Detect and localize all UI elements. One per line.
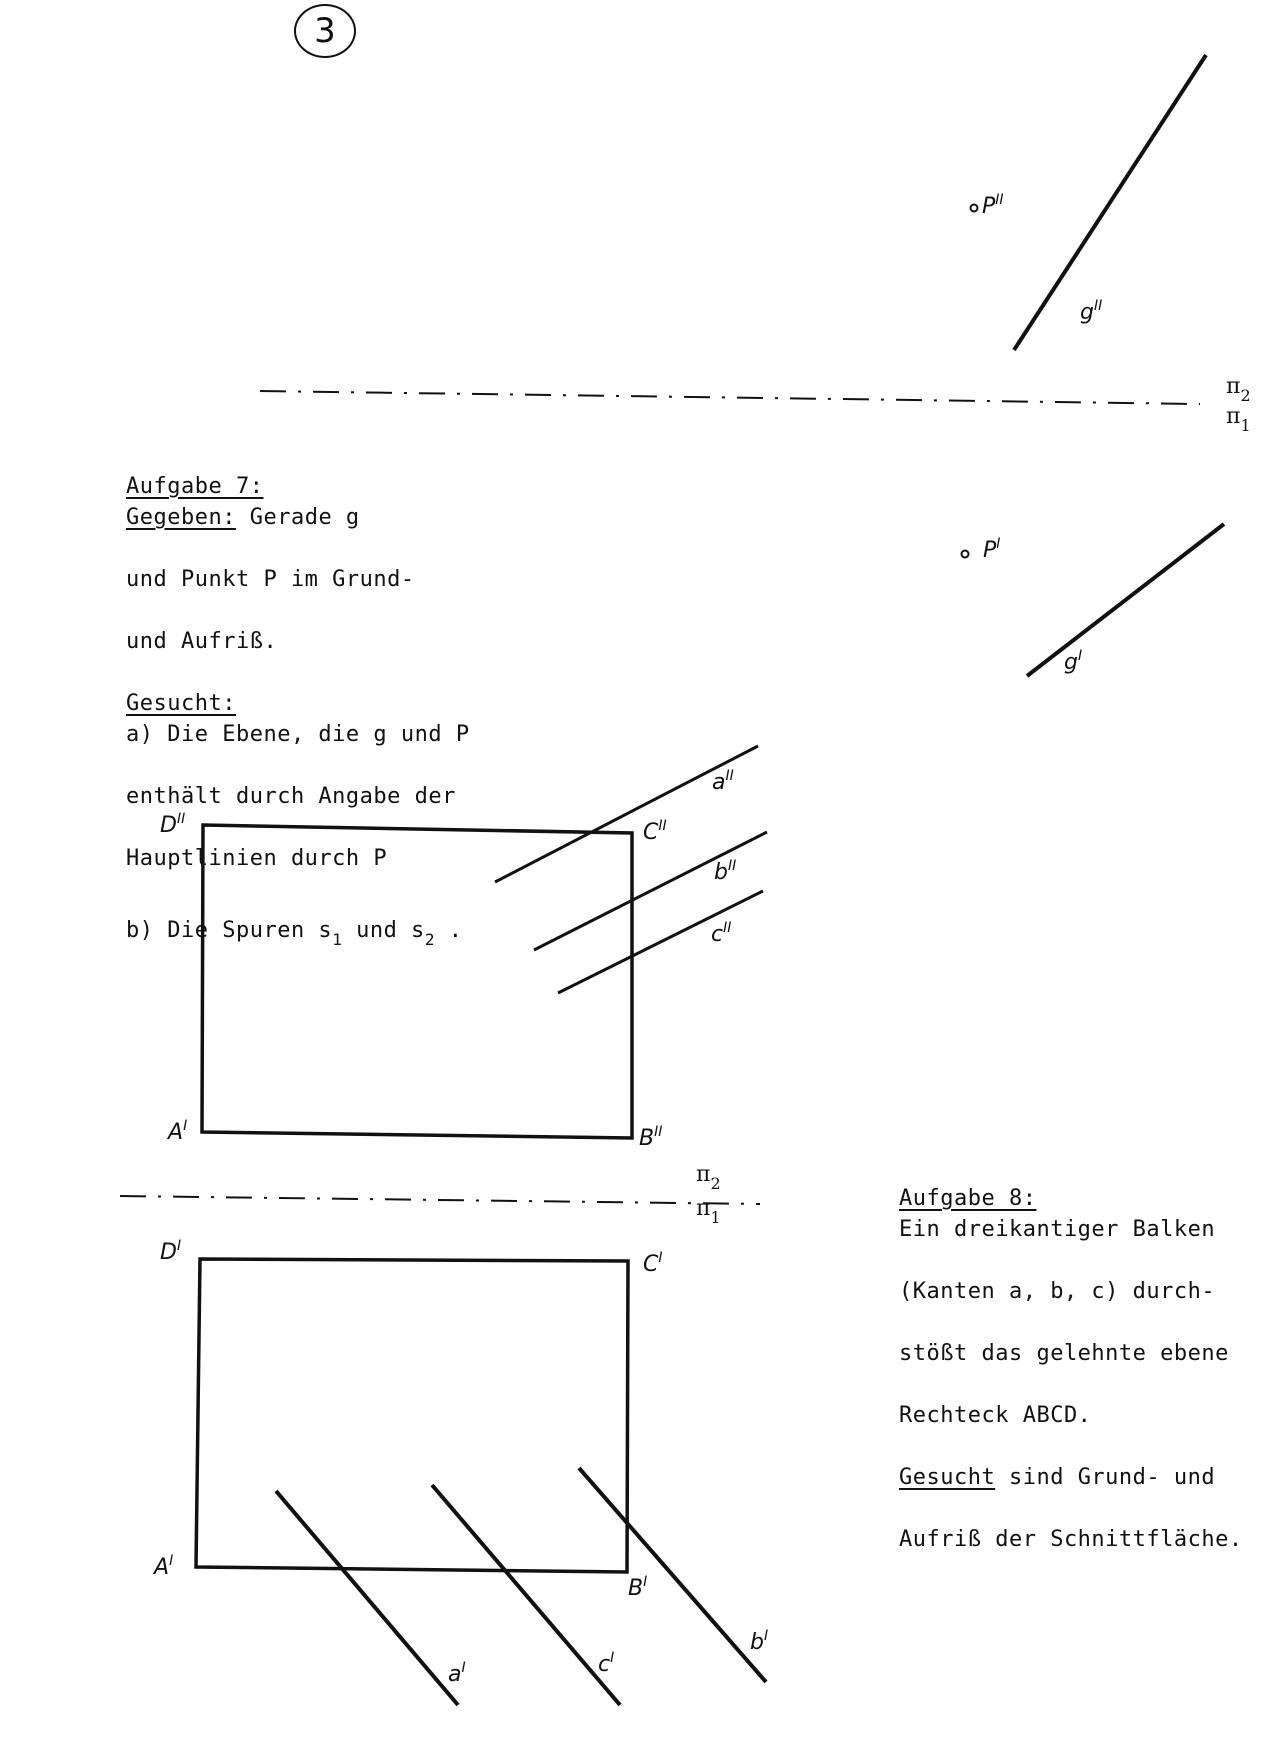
task8-line6: Aufriß der Schnittfläche. xyxy=(899,1527,1243,1552)
line-g-top xyxy=(1027,524,1224,676)
task8-line1: Ein dreikantiger Balken xyxy=(899,1217,1216,1242)
label-g-front: $g^{II}$ xyxy=(1080,298,1103,325)
label-a-front: $A^I$ xyxy=(168,1118,188,1145)
task7-line2: und Punkt P im Grund- xyxy=(126,567,415,592)
label-pi2-task7: $\pi_2$ xyxy=(1226,374,1251,405)
edge-b-top xyxy=(579,1468,769,1682)
label-edge-c-top: $c^I$ xyxy=(598,1650,615,1677)
rectangle-top xyxy=(196,1259,628,1572)
task7-part-a-2: enthält durch Angabe der xyxy=(126,784,456,809)
label-pi2-task8: $\pi_2$ xyxy=(696,1162,721,1193)
label-b-top: $B^I$ xyxy=(628,1574,648,1601)
task7-title: Aufgabe 7: xyxy=(126,474,264,499)
line-g-front xyxy=(1014,55,1206,350)
point-p-top xyxy=(962,551,969,558)
edge-c-front xyxy=(558,891,763,993)
task8-title: Aufgabe 8: xyxy=(899,1186,1037,1211)
page-number: 3 xyxy=(294,4,356,58)
label-edge-b-top: $b^I$ xyxy=(750,1628,769,1655)
ground-line-task7 xyxy=(260,391,1200,404)
label-edge-b-front: $b^{II}$ xyxy=(714,858,737,885)
task7-line3: und Aufriß. xyxy=(126,629,278,654)
label-b-front: $B^{II}$ xyxy=(639,1124,663,1151)
label-pi1-task7: $\pi_1$ xyxy=(1226,404,1251,435)
label-d-top: $D^I$ xyxy=(160,1238,182,1265)
task8-text xyxy=(899,1152,1243,1586)
edge-a-top xyxy=(276,1491,458,1705)
label-edge-c-front: $c^{II}$ xyxy=(711,920,732,947)
label-p-top: $P^I$ xyxy=(983,536,1001,563)
task8-line5: Gesucht sind Grund- und xyxy=(899,1465,1216,1490)
label-g-top: $g^I$ xyxy=(1064,648,1083,675)
task7-text xyxy=(126,440,470,978)
label-pi1-task8: $\pi_1$ xyxy=(696,1196,721,1227)
task8-line2: (Kanten a, b, c) durch- xyxy=(899,1279,1216,1304)
label-edge-a-front: $a^{II}$ xyxy=(712,768,734,795)
ground-line-task8 xyxy=(120,1196,760,1204)
edge-b-front xyxy=(534,832,767,950)
label-c-top: $C^I$ xyxy=(643,1250,663,1277)
label-c-front: $C^{II}$ xyxy=(643,818,667,845)
task7-part-a-1: a) Die Ebene, die g und P xyxy=(126,722,470,747)
point-p-front xyxy=(971,205,978,212)
task8-line3: stößt das gelehnte ebene xyxy=(899,1341,1229,1366)
label-edge-a-top: $a^I$ xyxy=(448,1660,466,1687)
task7-wanted: Gesucht: xyxy=(126,691,236,716)
label-p-front: $P^{II}$ xyxy=(982,192,1004,219)
task7-part-a-3: Hauptlinien durch P xyxy=(126,846,388,871)
task7-given: Gegeben: Gerade g xyxy=(126,505,360,530)
label-a-top: $A^I$ xyxy=(154,1553,174,1580)
task8-line4: Rechteck ABCD. xyxy=(899,1403,1092,1428)
task7-part-b: b) Die Spuren $s_1$ und $s_2$ . xyxy=(126,918,463,949)
label-d-front: $D^{II}$ xyxy=(160,811,186,838)
